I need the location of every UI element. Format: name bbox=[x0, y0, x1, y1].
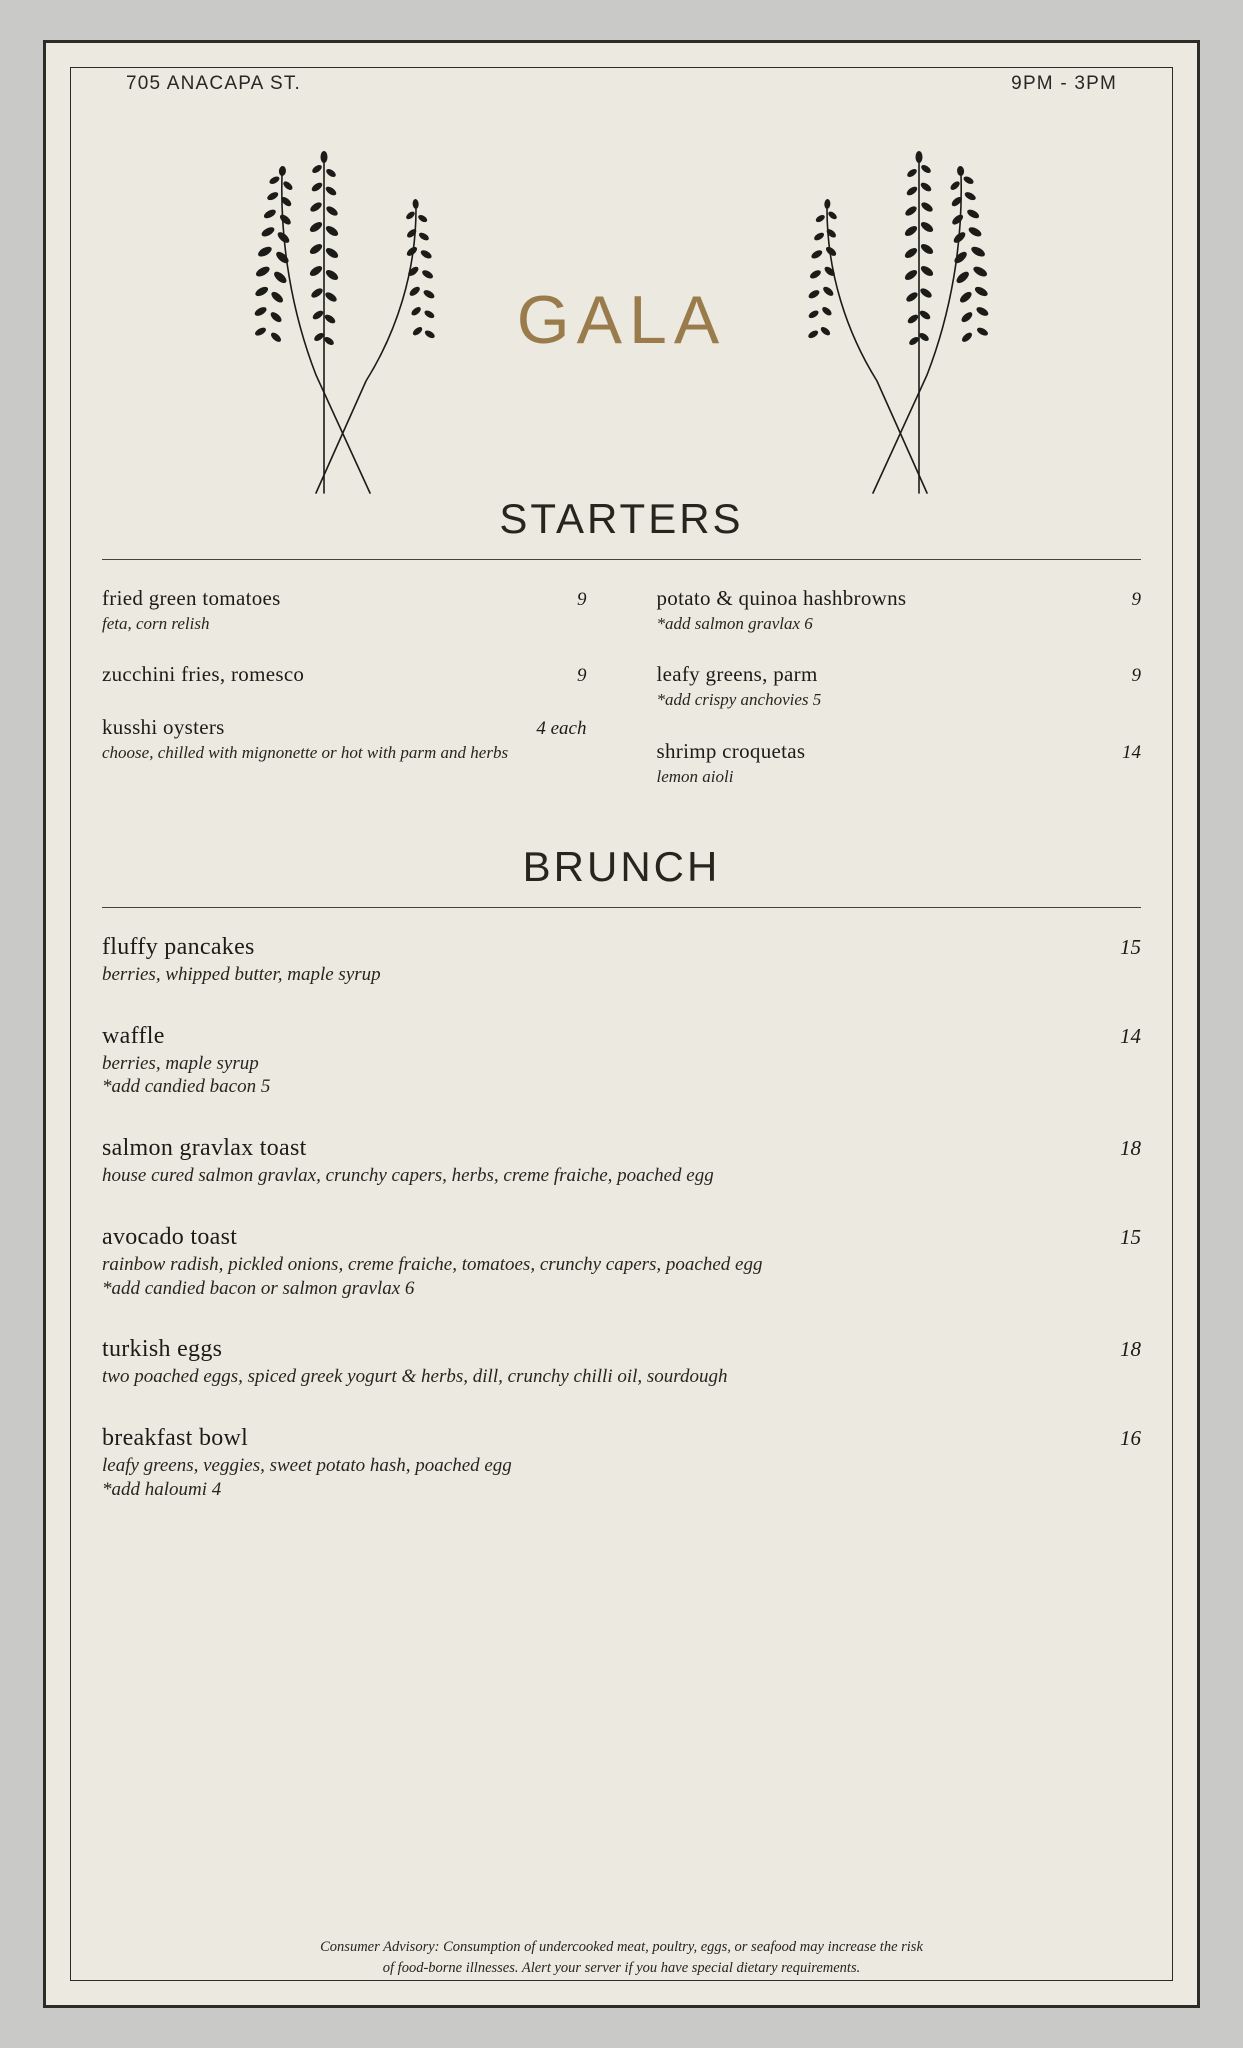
advisory-line-1: Consumer Advisory: Consumption of undercooked meat, poultry, eggs, or seafood may increase the risk bbox=[320, 1938, 923, 1955]
menu-item-desc: leafy greens, veggies, sweet potato hash, poached egg *add haloumi 4 bbox=[102, 1455, 512, 1500]
menu-item bbox=[102, 1023, 1141, 1100]
menu-item bbox=[657, 586, 1142, 634]
menu-item-price: 14 bbox=[1120, 1023, 1141, 1048]
starters-column-right bbox=[657, 586, 1142, 787]
menu-item-price: 4 each bbox=[536, 718, 587, 740]
section-starters bbox=[102, 495, 1141, 787]
menu-item-head bbox=[102, 586, 587, 611]
menu-item-name: waffle bbox=[102, 1022, 165, 1049]
menu-item-price: 9 bbox=[1131, 665, 1141, 687]
menu-item-head bbox=[102, 662, 587, 687]
menu-item-price: 14 bbox=[1122, 741, 1141, 763]
menu-item-head bbox=[102, 715, 587, 740]
menu-item-head bbox=[102, 1224, 1141, 1251]
starters-columns bbox=[102, 586, 1141, 787]
menu-item-desc: *add salmon gravlax 6 bbox=[656, 614, 813, 633]
menu-item-desc: *add crispy anchovies 5 bbox=[656, 690, 822, 710]
section-title-starters: STARTERS bbox=[499, 495, 744, 542]
menu-item-head bbox=[102, 1336, 1141, 1363]
menu-item bbox=[102, 934, 1141, 987]
menu-item-name: potato & quinoa hashbrowns bbox=[656, 586, 907, 610]
menu-item-name: shrimp croquetas bbox=[656, 738, 806, 763]
menu-item-head bbox=[102, 1023, 1141, 1050]
menu-item-desc: choose, chilled with mignonette or hot with parm and herbs bbox=[102, 743, 509, 763]
menu-item bbox=[657, 662, 1142, 710]
menu-item-desc: house cured salmon gravlax, crunchy capers, herbs, creme fraiche, poached egg bbox=[102, 1165, 714, 1186]
menu-item bbox=[102, 586, 587, 634]
menu-item-desc: berries, maple syrup *add candied bacon 5 bbox=[102, 1052, 271, 1098]
menu-item-desc: lemon aioli bbox=[656, 766, 734, 786]
menu-item-price: 18 bbox=[1120, 1136, 1141, 1160]
menu-item-price: 9 bbox=[577, 589, 587, 610]
menu-item-name: kusshi oysters bbox=[102, 715, 225, 740]
menu-item-name: turkish eggs bbox=[102, 1336, 223, 1363]
menu-item-head bbox=[102, 1135, 1141, 1162]
menu-item-price: 9 bbox=[577, 665, 587, 687]
section-divider-starters bbox=[102, 559, 1141, 560]
consumer-advisory bbox=[102, 1937, 1141, 1979]
menu-item-name: avocado toast bbox=[102, 1223, 238, 1250]
menu-item-head bbox=[657, 739, 1142, 764]
logo-block bbox=[102, 95, 1141, 495]
menu-item bbox=[102, 1224, 1141, 1301]
menu-item-desc: berries, whipped butter, maple syrup bbox=[102, 963, 381, 985]
menu-item bbox=[657, 739, 1142, 787]
section-title-brunch: BRUNCH bbox=[522, 842, 721, 890]
menu-item-head bbox=[657, 662, 1142, 687]
menu-item-desc: rainbow radish, pickled onions, creme fraiche, tomatoes, crunchy capers, poached egg *add candied bacon or salmon gravlax 6 bbox=[102, 1253, 763, 1299]
menu-item bbox=[102, 662, 587, 687]
menu-item-price: 9 bbox=[1131, 589, 1141, 610]
address-text: 705 ANACAPA ST. bbox=[126, 73, 302, 94]
menu-item bbox=[102, 715, 587, 763]
menu-item-name: fluffy pancakes bbox=[102, 933, 255, 960]
menu-item-price: 16 bbox=[1120, 1426, 1141, 1450]
menu-item-price: 18 bbox=[1120, 1337, 1141, 1362]
brunch-items bbox=[102, 934, 1141, 1502]
section-divider-brunch bbox=[102, 907, 1141, 908]
menu-item-name: zucchini fries, romesco bbox=[102, 662, 305, 687]
starters-column-left bbox=[102, 586, 587, 787]
advisory-line-2: of food-borne illnesses. Alert your server if you have special dietary requirements. bbox=[382, 1959, 861, 1976]
menu-header bbox=[102, 73, 1141, 95]
section-brunch bbox=[102, 843, 1141, 1502]
menu-item bbox=[102, 1425, 1141, 1502]
menu-content bbox=[46, 43, 1197, 2005]
menu-item-head bbox=[102, 934, 1141, 961]
menu-item-head bbox=[102, 1425, 1141, 1452]
menu-item bbox=[102, 1336, 1141, 1389]
menu-item-name: leafy greens, parm bbox=[656, 662, 818, 687]
menu-item-name: salmon gravlax toast bbox=[102, 1135, 307, 1161]
menu-item-head bbox=[657, 586, 1142, 611]
hours-text: 9PM - 3PM bbox=[1011, 73, 1117, 94]
menu-item bbox=[102, 1135, 1141, 1188]
menu-item-name: breakfast bowl bbox=[102, 1425, 249, 1451]
menu-item-price: 15 bbox=[1120, 1224, 1141, 1249]
restaurant-name: GALA bbox=[516, 282, 727, 358]
menu-item-price: 15 bbox=[1120, 934, 1141, 959]
menu-item-desc: two poached eggs, spiced greek yogurt & herbs, dill, crunchy chilli oil, sourdough bbox=[102, 1366, 728, 1388]
menu-item-desc: feta, corn relish bbox=[102, 614, 210, 633]
menu-item-name: fried green tomatoes bbox=[102, 586, 281, 610]
menu-page bbox=[43, 40, 1200, 2008]
